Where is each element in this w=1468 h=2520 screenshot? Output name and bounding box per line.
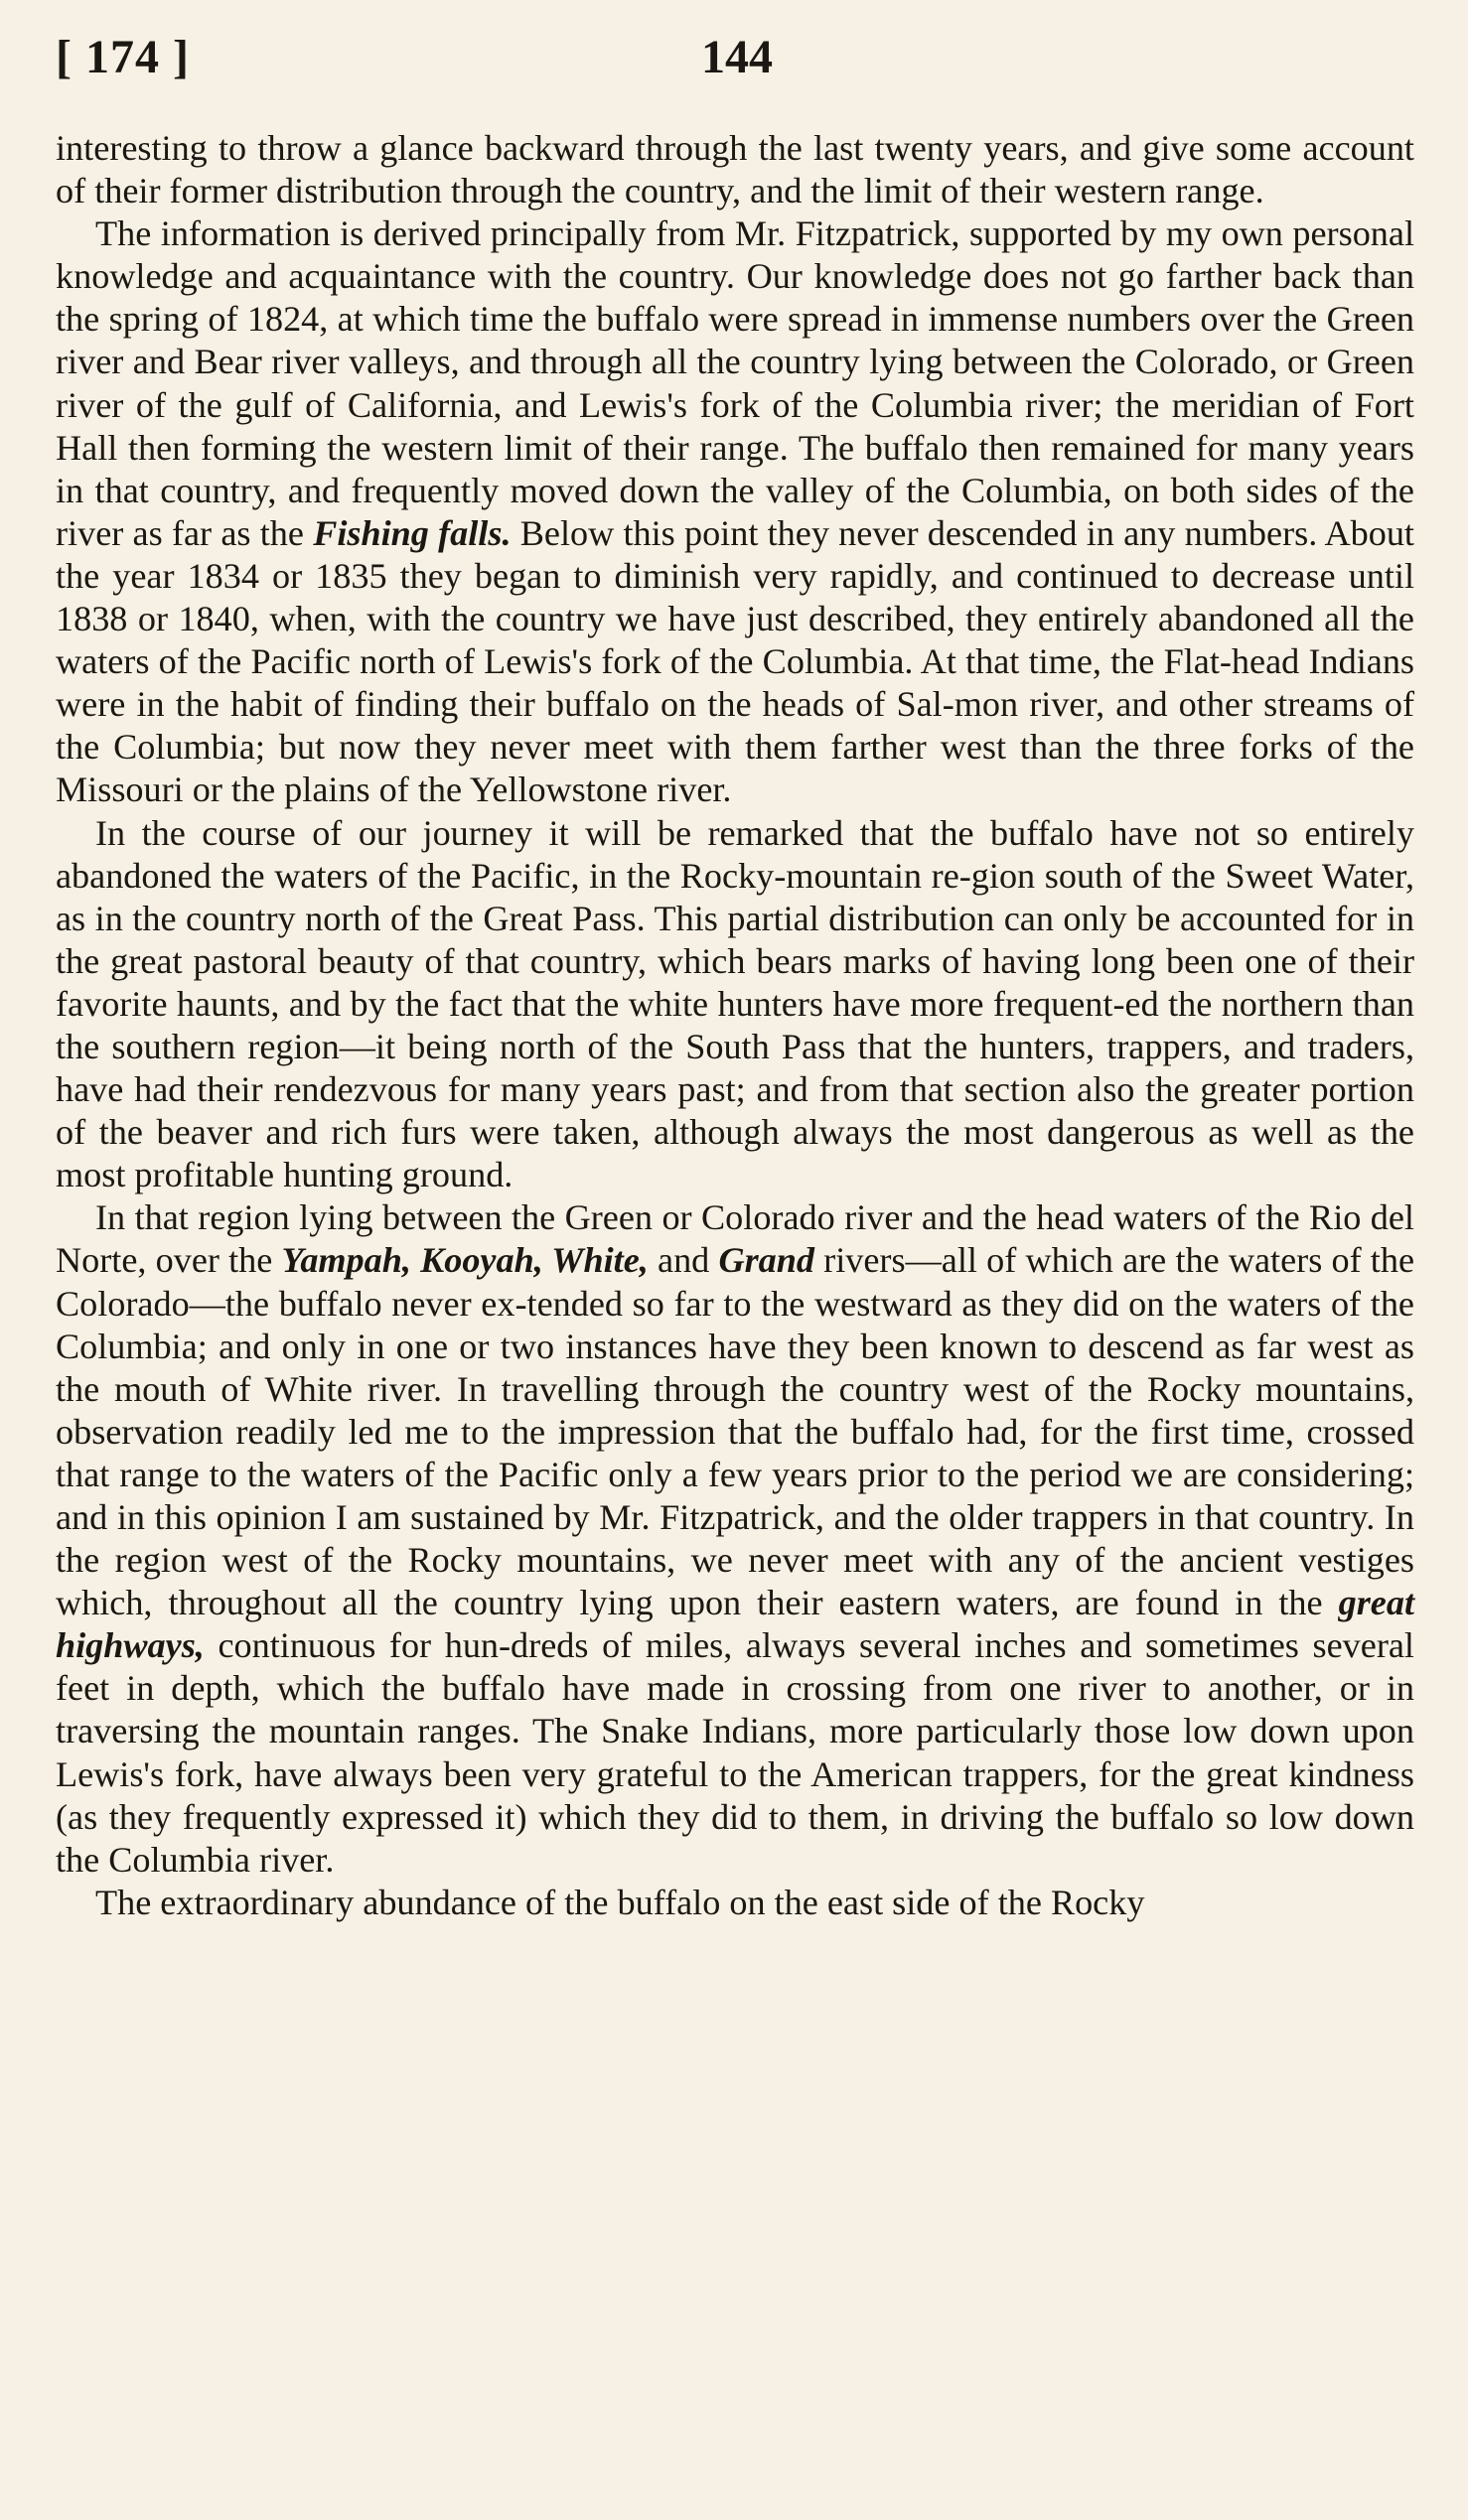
paragraph: [56, 1196, 1414, 1882]
italic-text-run: Grand: [718, 1240, 814, 1281]
text-run: and: [648, 1240, 719, 1281]
text-run: interesting to throw a glance backward through the last twenty years, and give some account of their former distribution through the country, and the limit of their western range.: [56, 128, 1414, 211]
paragraph: [56, 127, 1414, 212]
page-header: [56, 30, 1412, 99]
paragraph: [56, 212, 1414, 811]
body-text: [56, 127, 1414, 1924]
printed-page-number: 144: [701, 31, 773, 83]
italic-text-run: great highways,: [56, 1583, 1414, 1666]
document-page-number: [ 174 ]: [56, 31, 190, 83]
text-run: In that region lying between the Green or Colorado river and the head waters of the Rio del Norte, over the: [56, 1197, 1414, 1281]
paragraph: [56, 812, 1414, 1197]
italic-text-run: Fishing falls.: [313, 512, 512, 553]
text-run: Below this point they never descended in any numbers. About the year 1834 or 1835 they began to diminish very rapidly, and continued to decrease until 1838 or 1840, when, with the country we have just described, they entirely abandoned all the waters of the Pacific north of Lewis's fork of the Columbia. At that time, the Flat-head Indians were in the habit of finding their buffalo on the heads of Sal-mon river, and other streams of the Columbia; but now they never meet with them farther west than the three forks of the Missouri or the plains of the Yellowstone river.: [56, 512, 1414, 810]
text-run: In the course of our journey it will be remarked that the buffalo have not so entirely abandoned the waters of the Pacific, in the Rocky-mountain re-gion south of the Sweet Water, as in the country north of the Great Pass. This partial distribution can only be accounted for in the great pastoral beauty of that country, which bears marks of having long been one of their favorite haunts, and by the fact that the white hunters have more frequent-ed the northern than the southern region—it being north of the South Pass that the hunters, trappers, and traders, have had their rendezvous for many years past; and from that section also the greater portion of the beaver and rich furs were taken, although always the most dangerous as well as the most profitable hunting ground.: [56, 812, 1414, 1195]
text-run: rivers—all of which are the waters of the Colorado—the buffalo never ex-tended so far to the westward as they did on the waters of the Columbia; and only in one or two instances have they been known to descend as far west as the mouth of White river. In travelling through the country west of the Rocky mountains, observation readily led me to the impression that the buffalo had, for the first time, crossed that range to the waters of the Pacific only a few years prior to the period we are considering; and in this opinion I am sustained by Mr. Fitzpatrick, and the older trappers in that country. In the region west of the Rocky mountains, we never meet with any of the ancient vestiges which, throughout all the country lying upon their eastern waters, are found in the: [56, 1240, 1415, 1623]
text-run: continuous for hun-dreds of miles, always several inches and sometimes several feet in depth, which the buffalo have made in crossing from one river to another, or in traversing the mountain ranges. The Snake Indians, more particularly those low down upon Lewis's fork, have always been very grateful to the American trappers, for the great kindness (as they frequently expressed it) which they did to them, in driving the buffalo so low down the Columbia river.: [56, 1625, 1414, 1880]
text-run: The extraordinary abundance of the buffalo on the east side of the Rocky: [95, 1882, 1145, 1922]
paragraph: [56, 1882, 1414, 1924]
text-run: The information is derived principally from Mr. Fitzpatrick, supported by my own personal knowledge and acquaintance with the country. Our knowledge does not go farther back than the spring of 1824, at which time the buffalo were spread in immense numbers over the Green river and Bear river valleys, and through all the country lying between the Colorado, or Green river of the gulf of California, and Lewis's fork of the Columbia river; the meridian of Fort Hall then forming the western limit of their range. The buffalo then remained for many years in that country, and frequently moved down the valley of the Columbia, on both sides of the river as far as the: [56, 213, 1414, 553]
italic-text-run: Yampah, Kooyah, White,: [281, 1240, 649, 1281]
